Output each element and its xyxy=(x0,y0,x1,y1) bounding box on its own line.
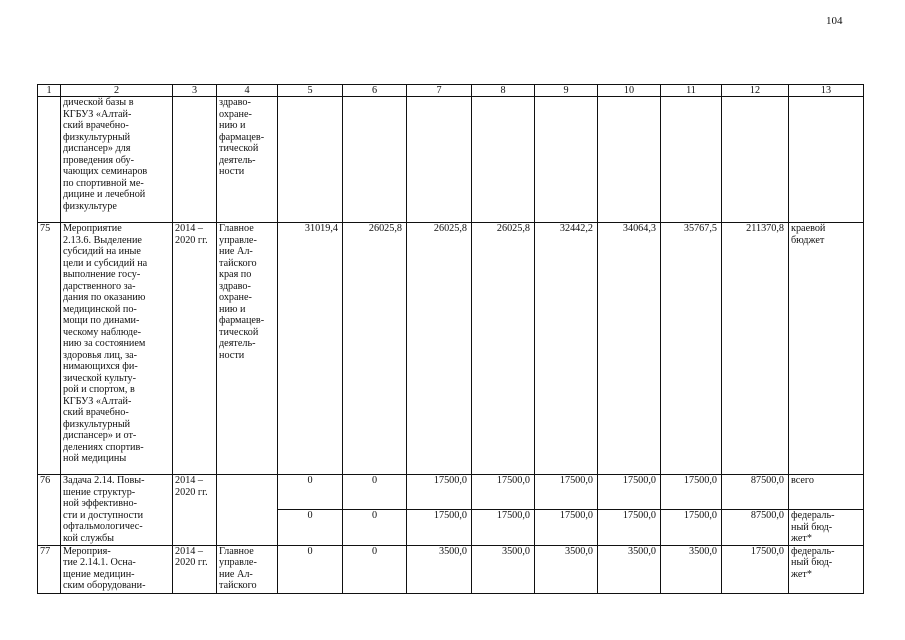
activity-name-cell: Мероприя- тие 2.14.1. Осна- щение медицин- ским оборудовани- xyxy=(61,545,173,593)
column-number: 13 xyxy=(789,85,864,97)
executor-cell: Главное управле- ние Ал- тайского xyxy=(217,545,278,593)
column-number-row xyxy=(38,85,864,97)
funding-source-cell: федераль- ный бюд- жет* xyxy=(789,545,864,593)
activity-name-cell: Задача 2.14. Повы- шение структур- ной эффективно- сти и доступности офтальмологичес- кой службы xyxy=(61,475,173,546)
value-cell: 3500,0 xyxy=(407,545,472,593)
value-cell: 26025,8 xyxy=(343,223,407,475)
row-number-cell: 76 xyxy=(38,475,61,546)
funding-source-cell: краевой бюджет xyxy=(789,223,864,475)
value-cell xyxy=(598,97,661,223)
value-cell: 32442,2 xyxy=(535,223,598,475)
row-number-cell: 77 xyxy=(38,545,61,593)
value-cell xyxy=(343,97,407,223)
value-cell: 17500,0 xyxy=(535,475,598,510)
column-number: 9 xyxy=(535,85,598,97)
period-cell: 2014 – 2020 гг. xyxy=(173,475,217,546)
activity-name-cell: дической базы в КГБУЗ «Алтай- ский врачебно- физкультурный диспансер» для проведения обу- чающих семинаров по спортивной ме- дицине и лечебной физкультуре xyxy=(61,97,173,223)
value-cell xyxy=(722,97,789,223)
value-cell: 17500,0 xyxy=(472,475,535,510)
column-number: 1 xyxy=(38,85,61,97)
value-cell: 87500,0 xyxy=(722,475,789,510)
budget-table xyxy=(37,84,864,594)
value-cell: 3500,0 xyxy=(598,545,661,593)
column-number: 11 xyxy=(661,85,722,97)
value-cell: 17500,0 xyxy=(407,475,472,510)
column-number: 3 xyxy=(173,85,217,97)
value-cell: 0 xyxy=(343,545,407,593)
value-cell: 17500,0 xyxy=(598,510,661,546)
value-cell: 35767,5 xyxy=(661,223,722,475)
value-cell xyxy=(661,97,722,223)
value-cell: 26025,8 xyxy=(407,223,472,475)
period-cell xyxy=(173,97,217,223)
value-cell: 3500,0 xyxy=(535,545,598,593)
column-number: 12 xyxy=(722,85,789,97)
value-cell: 17500,0 xyxy=(598,475,661,510)
column-number: 4 xyxy=(217,85,278,97)
executor-cell: здраво- охране- нию и фармацев- тической деятель- ности xyxy=(217,97,278,223)
value-cell: 211370,8 xyxy=(722,223,789,475)
value-cell: 17500,0 xyxy=(661,510,722,546)
value-cell xyxy=(278,97,343,223)
column-number: 5 xyxy=(278,85,343,97)
column-number: 6 xyxy=(343,85,407,97)
row-number-cell: 75 xyxy=(38,223,61,475)
value-cell: 0 xyxy=(278,545,343,593)
value-cell: 31019,4 xyxy=(278,223,343,475)
funding-source-cell: всего xyxy=(789,475,864,510)
column-number: 7 xyxy=(407,85,472,97)
table-row xyxy=(38,545,864,593)
funding-source-cell xyxy=(789,97,864,223)
funding-source-cell: федераль- ный бюд- жет* xyxy=(789,510,864,546)
value-cell: 0 xyxy=(278,475,343,510)
value-cell: 17500,0 xyxy=(535,510,598,546)
row-number-cell xyxy=(38,97,61,223)
column-number: 8 xyxy=(472,85,535,97)
column-number: 10 xyxy=(598,85,661,97)
value-cell: 17500,0 xyxy=(407,510,472,546)
period-cell: 2014 – 2020 гг. xyxy=(173,545,217,593)
value-cell: 34064,3 xyxy=(598,223,661,475)
value-cell: 0 xyxy=(343,475,407,510)
value-cell xyxy=(535,97,598,223)
executor-cell: Главное управле- ние Ал- тайского края по здраво- охране- нию и фармацев- тической деятель- ности xyxy=(217,223,278,475)
value-cell: 87500,0 xyxy=(722,510,789,546)
table-row xyxy=(38,223,864,475)
value-cell: 17500,0 xyxy=(472,510,535,546)
table-row xyxy=(38,97,864,223)
table-row xyxy=(38,475,864,510)
value-cell: 0 xyxy=(343,510,407,546)
executor-cell xyxy=(217,475,278,546)
period-cell: 2014 – 2020 гг. xyxy=(173,223,217,475)
value-cell: 0 xyxy=(278,510,343,546)
page-number: 104 xyxy=(826,15,843,27)
value-cell: 26025,8 xyxy=(472,223,535,475)
value-cell: 17500,0 xyxy=(722,545,789,593)
value-cell: 3500,0 xyxy=(661,545,722,593)
value-cell xyxy=(407,97,472,223)
value-cell: 17500,0 xyxy=(661,475,722,510)
activity-name-cell: Мероприятие 2.13.6. Выделение субсидий на иные цели и субсидий на выполнение госу- дарственного за- дания по оказанию медицинской по- мощи по динами- ческому наблюде- нию за состоянием здоровья лиц, за- нимающихся фи- зической культу- рой и спортом, в КГБУЗ «Алтай- ский врачебно- физкультурный диспансер» и от- делениях спортив- ной медицины xyxy=(61,223,173,475)
value-cell xyxy=(472,97,535,223)
column-number: 2 xyxy=(61,85,173,97)
value-cell: 3500,0 xyxy=(472,545,535,593)
